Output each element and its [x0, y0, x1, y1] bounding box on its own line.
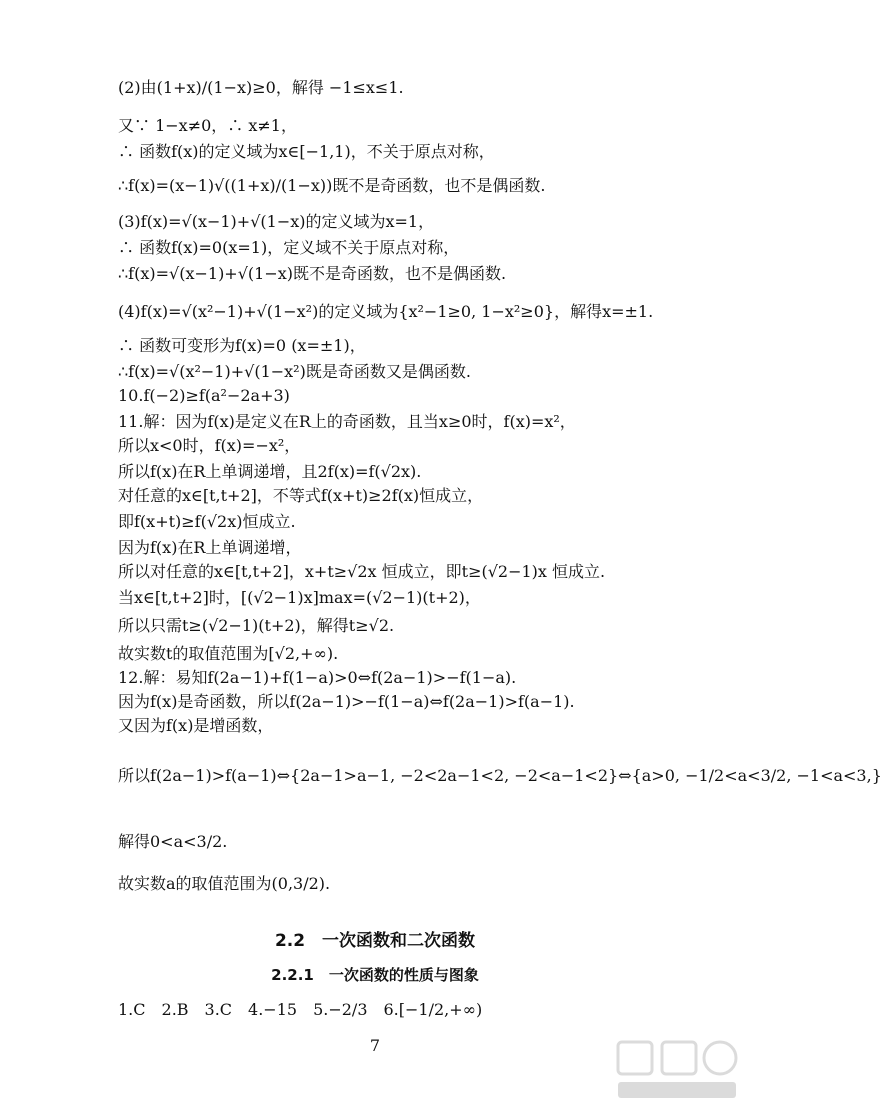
section-title: 2.2 一次函数和二次函数 — [274, 931, 476, 951]
text-line: 所以f(2a−1)>f(a−1)⇔{2a−1>a−1, −2<2a−1<2, −2<a−1<2}⇔{a>0, −1/2<a<3/2, −1<a<3,} — [118, 766, 882, 785]
text-line: 所以对任意的x∈[t,t+2]，x+t≥√2x 恒成立，即t≥(√2−1)x 恒成立. — [118, 562, 606, 581]
text-line: 又因为f(x)是增函数， — [118, 716, 274, 735]
text-line: ∴f(x)=√(x²−1)+√(1−x²)既是奇函数又是偶函数. — [118, 362, 471, 381]
text-line: 解得0<a<3/2. — [118, 832, 228, 851]
text-line: 因为f(x)是奇函数，所以f(2a−1)>−f(1−a)⇔f(2a−1)>f(a−1). — [118, 692, 575, 711]
text-line: 10.f(−2)≥f(a²−2a+3) — [118, 386, 290, 405]
text-line: (2)由(1+x)/(1−x)≥0，解得 −1≤x≤1. — [118, 78, 404, 97]
text-line: 11.解：因为f(x)是定义在R上的奇函数，且当x≥0时，f(x)=x²， — [118, 412, 576, 431]
text-line: 又∵ 1−x≠0，∴ x≠1， — [118, 116, 297, 135]
answer-line: 1.C 2.B 3.C 4.−15 5.−2/3 6.[−1/2,+∞) — [118, 1000, 483, 1019]
watermark-logo — [612, 1034, 742, 1104]
text-line: ∴ 函数可变形为f(x)=0 (x=±1)， — [118, 336, 366, 355]
text-line: (3)f(x)=√(x−1)+√(1−x)的定义域为x=1， — [118, 212, 435, 231]
text-line: 即f(x+t)≥f(√2x)恒成立. — [118, 512, 296, 531]
text-line: 当x∈[t,t+2]时，[(√2−1)x]max=(√2−1)(t+2)， — [118, 588, 481, 607]
subsection-title: 2.2.1 一次函数的性质与图象 — [271, 966, 479, 984]
text-line: 对任意的x∈[t,t+2]，不等式f(x+t)≥2f(x)恒成立， — [118, 486, 484, 505]
text-line: 因为f(x)在R上单调递增， — [118, 538, 302, 557]
text-line: ∴ 函数f(x)的定义域为x∈[−1,1)，不关于原点对称， — [118, 142, 495, 161]
text-line: 故实数t的取值范围为[√2,+∞). — [118, 644, 339, 663]
text-line: ∴ 函数f(x)=0(x=1)，定义域不关于原点对称， — [118, 238, 460, 257]
text-line: 所以只需t≥(√2−1)(t+2)，解得t≥√2. — [118, 616, 395, 635]
text-line: 12.解：易知f(2a−1)+f(1−a)>0⇔f(2a−1)>−f(1−a). — [118, 668, 517, 687]
text-line: ∴f(x)=√(x−1)+√(1−x)既不是奇函数，也不是偶函数. — [118, 264, 507, 283]
text-line: 故实数a的取值范围为(0,3/2). — [118, 874, 331, 893]
text-line: ∴f(x)=(x−1)√((1+x)/(1−x))既不是奇函数，也不是偶函数. — [118, 176, 546, 195]
text-line: (4)f(x)=√(x²−1)+√(1−x²)的定义域为{x²−1≥0, 1−x²≥0}，解得x=±1. — [118, 302, 654, 321]
page-number: 7 — [369, 1036, 381, 1055]
text-line: 所以f(x)在R上单调递增，且2f(x)=f(√2x). — [118, 462, 422, 481]
text-line: 所以x<0时，f(x)=−x²， — [118, 436, 301, 455]
